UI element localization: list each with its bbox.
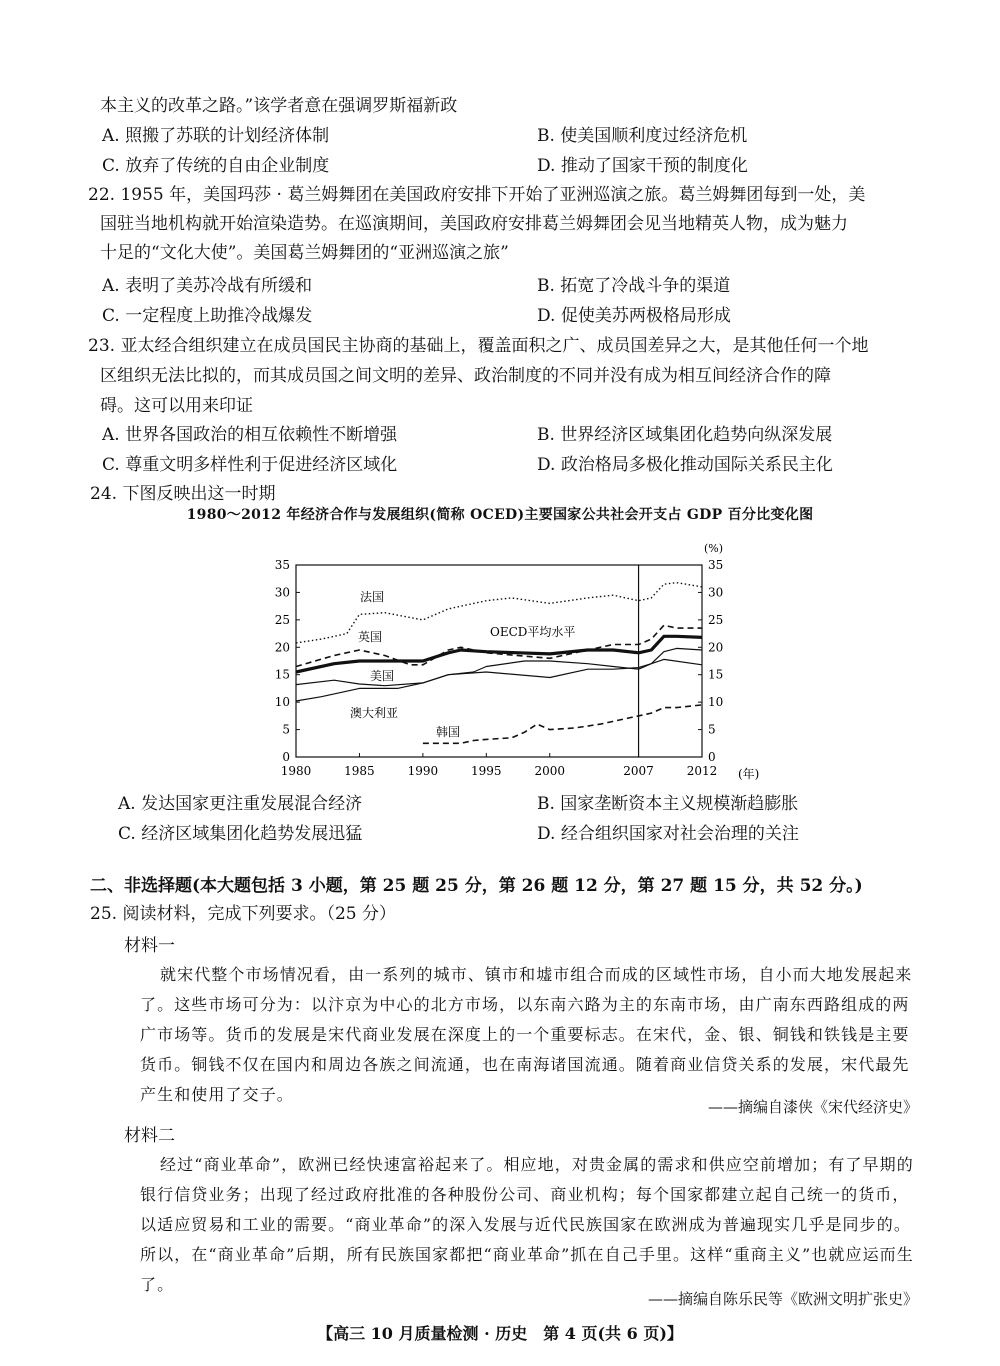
x-tick-label: 1980 bbox=[280, 764, 312, 778]
q23-stem-line2: 区组织无法比拟的，而其成员国之间文明的差异、政治制度的不同并没有成为相互间经济合作的障 bbox=[100, 366, 831, 386]
x-tick-label: 1985 bbox=[344, 764, 375, 778]
label-australia: 澳大利亚 bbox=[350, 706, 399, 720]
y-tick-label-left: 5 bbox=[282, 722, 290, 737]
q22-option-a[interactable]: A. 表明了美苏冷战有所缓和 bbox=[102, 276, 313, 296]
y-tick-label-right: 0 bbox=[708, 750, 716, 764]
social-spending-chart bbox=[250, 535, 760, 785]
q23-option-c[interactable]: C. 尊重文明多样性利于促进经济区域化 bbox=[102, 455, 398, 475]
q22-stem-line2: 国驻当地机构就开始渲染造势。在巡演期间，美国政府安排葛兰姆舞团会见当地精英人物，成为魅力 bbox=[100, 214, 848, 234]
y-tick-label-left: 10 bbox=[274, 695, 290, 710]
material2-title: 材料二 bbox=[124, 1126, 175, 1146]
q23-stem-line3: 碍。这可以用来印证 bbox=[100, 396, 253, 416]
x-suffix: (年) bbox=[738, 767, 760, 781]
q24-option-a[interactable]: A. 发达国家更注重发展混合经济 bbox=[118, 794, 363, 814]
label-korea: 韩国 bbox=[436, 725, 461, 739]
y-tick-label-left: 30 bbox=[274, 585, 290, 600]
chart-title: 1980～2012 年经济合作与发展组织(简称 OCED)主要国家公共社会开支占 GDP 百分比变化图 bbox=[186, 507, 814, 523]
x-tick-label: 2007 bbox=[623, 764, 654, 778]
y-tick-label-right: 35 bbox=[708, 558, 724, 572]
q22-stem-line1: 22. 1955 年，美国玛莎 · 葛兰姆舞团在美国政府安排下开始了亚洲巡演之旅。葛兰姆舞团每到一处，美 bbox=[88, 185, 866, 205]
material2-source: ——摘编自陈乐民等《欧洲文明扩张史》 bbox=[647, 1290, 918, 1308]
y-tick-label-left: 35 bbox=[274, 558, 290, 572]
q22-option-d[interactable]: D. 促使美苏两极格局形成 bbox=[537, 306, 731, 326]
x-tick-label: 1990 bbox=[407, 764, 439, 778]
y-tick-label-left: 15 bbox=[274, 667, 290, 682]
y-tick-label-right: 15 bbox=[708, 667, 724, 682]
y-tick-label-right: 5 bbox=[708, 722, 716, 737]
y-tick-label-left: 20 bbox=[274, 640, 290, 655]
x-tick-label: 2012 bbox=[686, 764, 718, 778]
q23-option-d[interactable]: D. 政治格局多极化推动国际关系民主化 bbox=[537, 455, 833, 475]
q21-option-b[interactable]: B. 使美国顺利度过经济危机 bbox=[537, 126, 748, 146]
y-tick-label-left: 25 bbox=[274, 612, 290, 627]
q21-stem-tail: 本主义的改革之路。”该学者意在强调罗斯福新政 bbox=[100, 96, 458, 116]
q23-stem-line1: 23. 亚太经合组织建立在成员国民主协商的基础上，覆盖面积之广、成员国差异之大，是其他任何一个地 bbox=[88, 336, 869, 356]
q24-option-d[interactable]: D. 经合组织国家对社会治理的关注 bbox=[537, 824, 799, 844]
series-line-4 bbox=[296, 659, 702, 701]
q22-option-c[interactable]: C. 一定程度上助推冷战爆发 bbox=[102, 306, 313, 326]
label-france: 法国 bbox=[360, 590, 385, 604]
q24-option-c[interactable]: C. 经济区域集团化趋势发展迅猛 bbox=[118, 824, 363, 844]
x-tick-label: 1995 bbox=[471, 764, 502, 778]
y-tick-label-right: 20 bbox=[708, 640, 724, 655]
q24-option-b[interactable]: B. 国家垄断资本主义规模渐趋膨胀 bbox=[537, 794, 799, 814]
unit-label: (%) bbox=[704, 542, 724, 555]
q21-option-a[interactable]: A. 照搬了苏联的计划经济体制 bbox=[102, 126, 330, 146]
x-tick-label: 2000 bbox=[534, 764, 566, 778]
y-tick-label-right: 10 bbox=[708, 695, 724, 710]
q24-stem: 24. 下图反映出这一时期 bbox=[90, 484, 276, 504]
q23-option-a[interactable]: A. 世界各国政治的相互依赖性不断增强 bbox=[102, 425, 398, 445]
label-uk: 英国 bbox=[358, 630, 383, 644]
q21-option-d[interactable]: D. 推动了国家干预的制度化 bbox=[537, 156, 748, 176]
material1-text: 就宋代整个市场情况看，由一系列的城市、镇市和墟市组合而成的区域性市场，自小而大地发展起来了。这些市场可分为：以汴京为中心的北方市场，以东南六路为主的东南市场，由广南东西路组成的两广市场等。货币的发展是宋代商业发展在深度上的一个重要标志。在宋代，金、银、铜钱和铁钱是主要货币。铜钱不仅在国内和周边各族之间流通，也在南海诸国流通。随着商业信贷关系的发展，宋代最先产生和使用了交子。 bbox=[140, 965, 913, 1104]
label-oecd: OECD平均水平 bbox=[490, 625, 576, 639]
q21-option-c[interactable]: C. 放弃了传统的自由企业制度 bbox=[102, 156, 330, 176]
label-usa: 美国 bbox=[370, 669, 395, 683]
material2-text: 经过“商业革命”，欧洲已经快速富裕起来了。相应地，对贵金属的需求和供应空前增加；有了早期的银行信贷业务；出现了经过政府批准的各种股份公司、商业机构；每个国家都建立起自己统一的货币，以适应贸易和工业的需要。“商业革命”的深入发展与近代民族国家在欧洲成为普遍现实几乎是同步的。所以，在“商业革命”后期，所有民族国家都把“商业革命”抓在自己手里。这样“重商主义”也就应运而生了。 bbox=[140, 1155, 914, 1294]
y-tick-label-right: 30 bbox=[708, 585, 724, 600]
y-tick-label-right: 25 bbox=[708, 612, 724, 627]
y-tick-label-left: 0 bbox=[282, 750, 290, 764]
q23-option-b[interactable]: B. 世界经济区域集团化趋势向纵深发展 bbox=[537, 425, 833, 445]
q25-stem: 25. 阅读材料，完成下列要求。（25 分） bbox=[90, 904, 396, 924]
series-line-5 bbox=[423, 705, 702, 743]
q22-stem-line3: 十足的“文化大使”。美国葛兰姆舞团的“亚洲巡演之旅” bbox=[100, 243, 509, 263]
material1-source: ——摘编自漆侠《宋代经济史》 bbox=[707, 1098, 918, 1116]
page-footer: 【高三 10 月质量检测 · 历史 第 4 页(共 6 页)】 bbox=[317, 1324, 683, 1343]
section2-header: 二、非选择题(本大题包括 3 小题，第 25 题 25 分，第 26 题 12 分，第 27 题 15 分，共 52 分。) bbox=[90, 876, 863, 896]
material1-title: 材料一 bbox=[124, 936, 175, 956]
q22-option-b[interactable]: B. 拓宽了冷战斗争的渠道 bbox=[537, 276, 731, 296]
